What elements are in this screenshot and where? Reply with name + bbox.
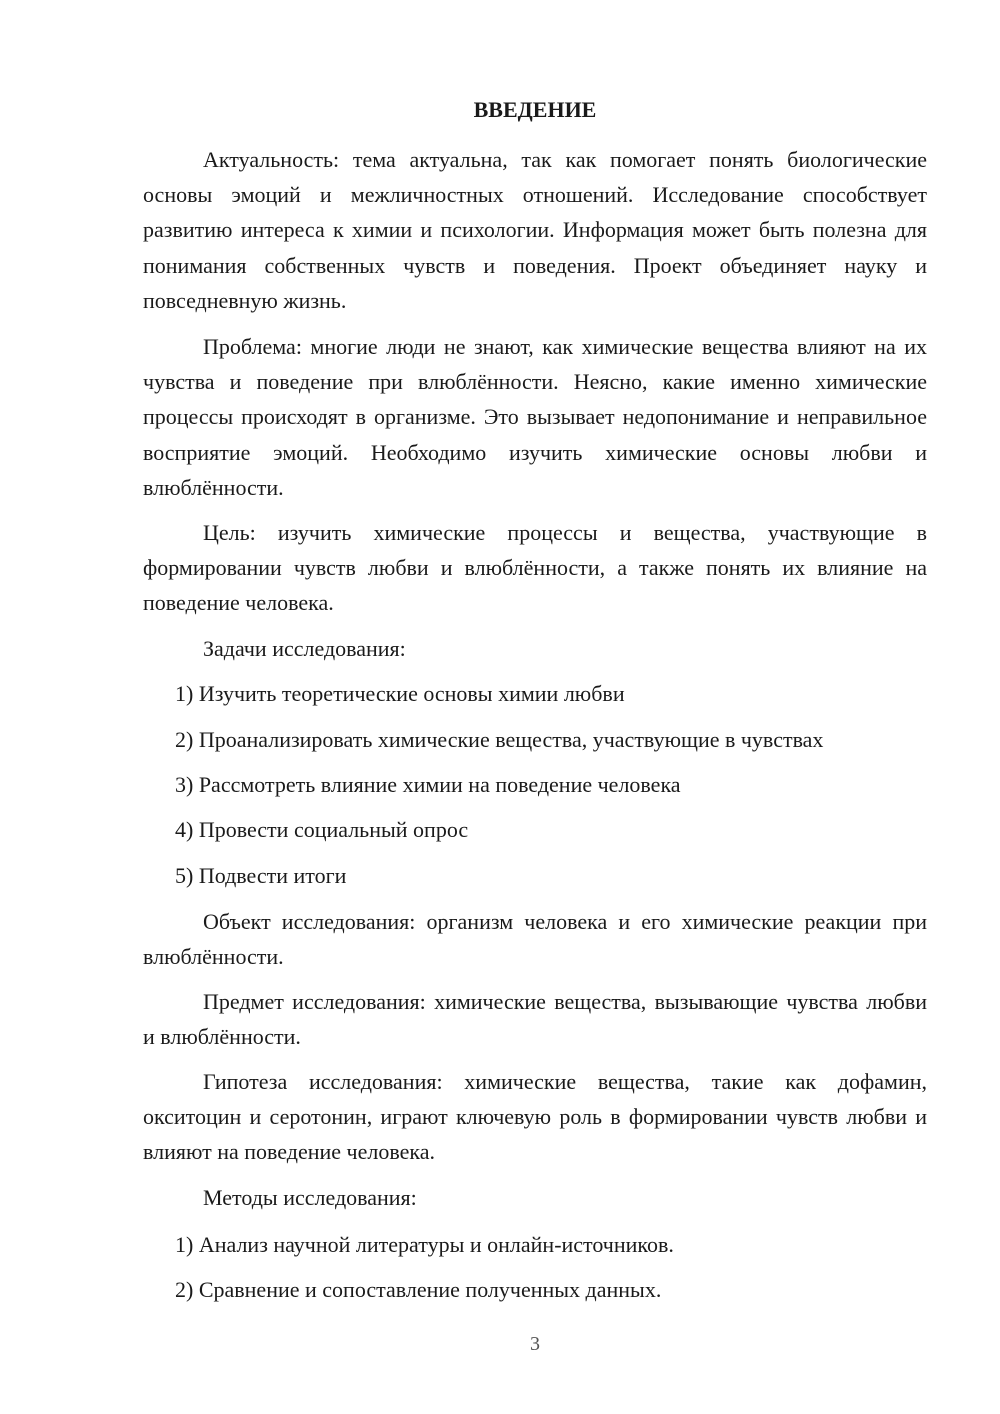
- task-item-5: 5) Подвести итоги: [175, 863, 347, 888]
- task-item-1: 1) Изучить теоретические основы химии любви: [175, 681, 625, 706]
- task-item-2: 2) Проанализировать химические вещества, участвующие в чувствах: [175, 727, 824, 752]
- subject-paragraph: Предмет исследования: химические вещества, вызывающие чувства любви и влюблённости.: [143, 989, 927, 1050]
- hypothesis-paragraph: Гипотеза исследования: химические вещества, такие как дофамин, окситоцин и серотонин, играют ключевую роль в формировании чувств любви и влияют на поведение человека.: [143, 1069, 927, 1165]
- method-item-1: 1) Анализ научной литературы и онлайн-источников.: [175, 1232, 674, 1257]
- problem-paragraph: Проблема: многие люди не знают, как химические вещества влияют на их чувства и поведение при влюблённости. Неясно, какие именно химические процессы происходят в организме. Это вызывает недопонимание и неправильное восприятие эмоций. Необходимо изучить химические основы любви и влюблённости.: [143, 334, 927, 500]
- relevance-paragraph: Актуальность: тема актуальна, так как помогает понять биологические основы эмоций и межличностных отношений. Исследование способствует развитию интереса к химии и психологии. Информация может быть полезна для понимания собственных чувств и поведения. Проект объединяет науку и повседневную жизнь.: [143, 147, 927, 313]
- object-paragraph: Объект исследования: организм человека и его химические реакции при влюблённости.: [143, 909, 927, 970]
- methods-heading: Методы исследования:: [203, 1185, 417, 1210]
- task-item-4: 4) Провести социальный опрос: [175, 817, 469, 842]
- goal-paragraph: Цель: изучить химические процессы и вещества, участвующие в формировании чувств любви и влюблённости, а также понять их влияние на поведение человека.: [143, 520, 927, 616]
- task-item-3: 3) Рассмотреть влияние химии на поведение человека: [175, 772, 681, 797]
- page-title: ВВЕДЕНИЕ: [473, 97, 597, 122]
- page-number: 3: [530, 1333, 540, 1355]
- tasks-heading: Задачи исследования:: [203, 636, 406, 661]
- method-item-2: 2) Сравнение и сопоставление полученных данных.: [175, 1277, 662, 1302]
